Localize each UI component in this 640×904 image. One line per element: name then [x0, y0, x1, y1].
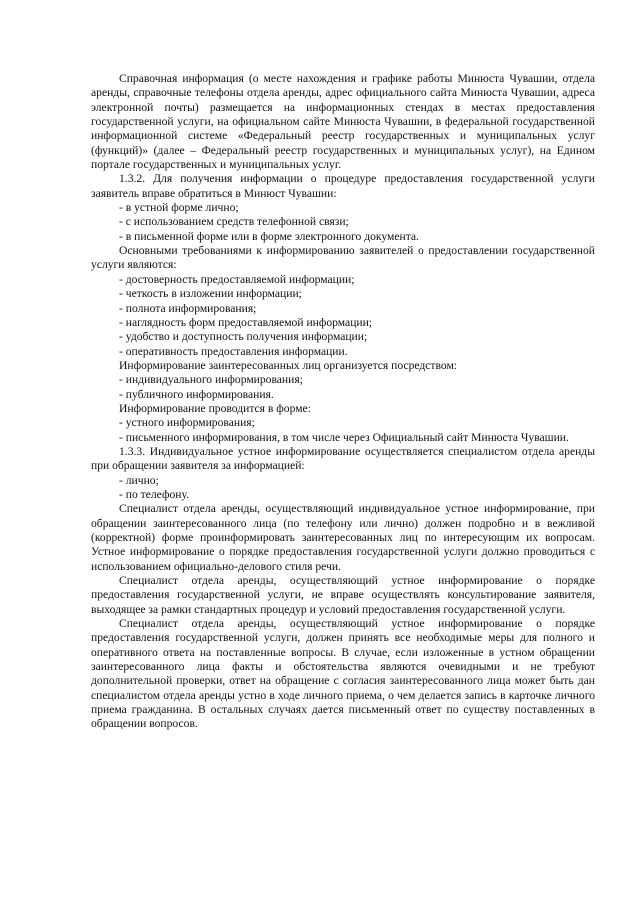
paragraph: Специалист отдела аренды, осуществляющий устное информирование о порядке предоставления государственной услуги, не вправе осуществлять консультирование заявителя, выходящее за рамки стандартных процедур и условий предоставления государственной услуги. — [91, 574, 595, 616]
document-page — [91, 72, 595, 732]
list-item: - с использованием средств телефонной связи; — [119, 215, 349, 229]
list-item: - полнота информирования; — [119, 301, 257, 315]
paragraph: 1.3.3. Индивидуальное устное информирование осуществляется специалистом отдела аренды при обращении заявителя за информацией: — [91, 444, 595, 473]
list-item: - в письменной форме или в форме электронного документа. — [119, 229, 419, 243]
list-item: - наглядность форм предоставляемой информации; — [119, 315, 373, 329]
list-item: - публичного информирования. — [119, 387, 274, 401]
list-item: - устного информирования; — [119, 416, 255, 430]
paragraph: Специалист отдела аренды, осуществляющий индивидуальное устное информирование, при обращении заинтересованного лица (по телефону или лично) должен подробно и в вежливой (корректной) форме проинформировать заинтересованных лиц по интересующим их вопросам. Устное информирование о порядке предоставления государственной услуги должно проводиться с использованием официально-делового стиля речи. — [91, 502, 595, 573]
paragraph: Информирование заинтересованных лиц организуется посредством: — [119, 358, 458, 372]
paragraph: Специалист отдела аренды, осуществляющий устное информирование о порядке предоставления государственной услуги, должен принять все необходимые меры для полного и оперативного ответа на поставленные вопросы. В случае, если изложенные в устном обращении заинтересованного лица факты и обстоятельства являются очевидными и не требуют дополнительной проверки, ответ на обращение с согласия заинтересованного лица может быть дан специалистом отдела аренды устно в ходе личного приема, о чем делается запись в карточке личного приема гражданина. В остальных случаях дается письменный ответ по существу поставленных в обращении вопросов. — [91, 617, 595, 731]
list-item: - лично; — [119, 473, 159, 487]
list-item: - по телефону. — [119, 487, 189, 501]
list-item: - достоверность предоставляемой информации; — [119, 272, 355, 286]
list-item: - индивидуального информирования; — [119, 373, 303, 387]
list-item: - четкость в изложении информации; — [119, 287, 302, 301]
list-item: - оперативность предоставления информации. — [119, 344, 348, 358]
list-item: - в устной форме лично; — [119, 201, 239, 215]
list-item: - письменного информирования, в том числе через Официальный сайт Минюста Чувашии. — [119, 430, 569, 444]
list-item: - удобство и доступность получения информации; — [119, 330, 368, 344]
paragraph: Справочная информация (о месте нахождения и графике работы Минюста Чувашии, отдела аренды, справочные телефоны отдела аренды, адрес официального сайта Минюста Чувашии, адреса электронной почты) размещается на информационных стендах в местах предоставления государственной услуги, на официальном сайте Минюста Чувашии, в федеральной государственной информационной системе «Федеральный реестр государственных и муниципальных услуг (функций)» (далее – Федеральный реестр государственных и муниципальных услуг), на Едином портале государственных и муниципальных услуг. — [91, 72, 595, 172]
paragraph: Информирование проводится в форме: — [119, 401, 311, 415]
paragraph: Основными требованиями к информированию заявителей о предоставлении государственной услуги являются: — [91, 244, 595, 272]
paragraph: 1.3.2. Для получения информации о процедуре предоставления государственной услуги заявитель вправе обратиться в Минюст Чувашии: — [91, 172, 595, 200]
